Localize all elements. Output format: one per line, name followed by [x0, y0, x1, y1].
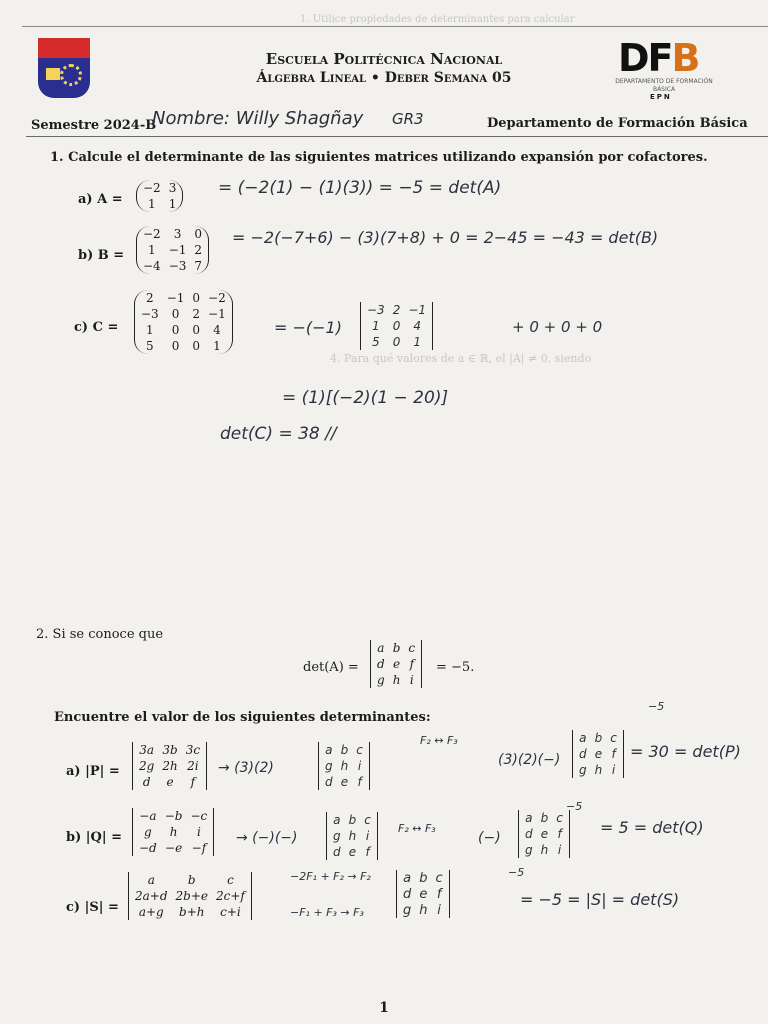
- matrix-row: [399, 902, 447, 918]
- q2c-note: −5: [508, 866, 525, 879]
- q2b-work1: → (−)(−): [236, 830, 298, 846]
- matrix-cell: 2c+f: [216, 889, 245, 903]
- matrix-cell: 2i: [187, 759, 199, 773]
- matrix-cell: 5: [146, 339, 154, 353]
- student-name: Nombre: Willy Shagñay: [152, 108, 364, 129]
- matrix-cell: −c: [190, 809, 208, 823]
- matrix-cell: i: [409, 673, 414, 687]
- matrix-row: [329, 812, 375, 828]
- q2-given-value: = −5.: [436, 660, 475, 675]
- matrix-cell: 3: [168, 181, 177, 195]
- matrix-cell: 0: [192, 291, 201, 305]
- matrix-cell: e: [348, 845, 357, 859]
- matrix-cell: h: [169, 825, 178, 839]
- matrix-cell: b: [340, 743, 349, 757]
- matrix-cell: 4: [213, 323, 221, 337]
- matrix-cell: b: [419, 870, 428, 886]
- matrix-row: [139, 226, 206, 242]
- matrix-cell: 2: [146, 291, 154, 305]
- matrix-cell: b: [540, 811, 549, 825]
- matrix-cell: −1: [408, 303, 427, 317]
- matrix-row: [575, 730, 621, 746]
- matrix-cell: 2: [392, 303, 401, 317]
- matrix-row: [137, 322, 230, 338]
- matrix-row: [321, 742, 367, 758]
- q1c-matrix: [134, 290, 233, 354]
- matrix-cell: f: [357, 775, 362, 789]
- matrix-cell: 2g: [139, 759, 155, 773]
- q2a-minor1: [318, 742, 370, 790]
- matrix-row: [139, 196, 180, 212]
- matrix-cell: −2: [208, 291, 226, 305]
- matrix-cell: c: [610, 731, 617, 745]
- matrix-cell: i: [557, 843, 562, 857]
- matrix-cell: f: [409, 657, 415, 671]
- q1c-work1: = −(−1): [274, 318, 342, 337]
- matrix-row: [363, 334, 430, 350]
- matrix-cell: −4: [143, 259, 161, 273]
- matrix-cell: c: [356, 743, 363, 757]
- matrix-cell: −3: [141, 307, 159, 321]
- q1b-work: = −2(−7+6) − (3)(7+8) + 0 = 2−45 = −43 = det(B): [232, 228, 659, 247]
- matrix-cell: −a: [139, 809, 157, 823]
- matrix-cell: 2: [192, 307, 201, 321]
- matrix-cell: c: [556, 811, 563, 825]
- matrix-cell: −2: [143, 181, 161, 195]
- matrix-row: [521, 842, 567, 858]
- q1b-matrix: [136, 226, 209, 274]
- matrix-cell: −d: [139, 841, 157, 855]
- matrix-cell: 3c: [185, 743, 201, 757]
- matrix-cell: −1: [166, 291, 185, 305]
- q2a-note: −5: [648, 700, 665, 713]
- matrix-cell: c: [408, 641, 416, 655]
- q2b-result: = 5 = det(Q): [600, 818, 704, 837]
- bleed-through-text: 1. Utilice propiedades de determinantes para calcular: [300, 14, 575, 25]
- matrix-cell: 3b: [162, 743, 178, 757]
- matrix-row: [575, 762, 621, 778]
- matrix-cell: 5: [372, 335, 380, 349]
- matrix-cell: h: [340, 759, 349, 773]
- matrix-row: [137, 338, 230, 354]
- q2b-op: F₂ ↔ F₃: [398, 822, 436, 835]
- epn-label: EPN: [650, 93, 672, 101]
- matrix-cell: d: [333, 845, 341, 859]
- matrix-cell: f: [436, 886, 442, 902]
- q1c-label: c) C =: [74, 320, 119, 335]
- matrix-row: [363, 318, 430, 334]
- dfb-logo: DFB: [618, 36, 699, 80]
- matrix-cell: 7: [194, 259, 203, 273]
- matrix-cell: 2h: [162, 759, 178, 773]
- matrix-cell: 2: [194, 243, 203, 257]
- matrix-cell: e: [540, 827, 549, 841]
- dfb-logo-subtitle: DEPARTAMENTO DE FORMACIÓN BÁSICA: [615, 78, 713, 93]
- matrix-cell: g: [325, 759, 333, 773]
- matrix-cell: 2a+d: [135, 889, 168, 903]
- q2c-label: c) |S| =: [66, 900, 119, 915]
- matrix-cell: a: [579, 731, 587, 745]
- matrix-cell: b: [348, 813, 357, 827]
- matrix-cell: 0: [192, 339, 201, 353]
- matrix-cell: f: [190, 775, 196, 789]
- matrix-cell: e: [594, 747, 603, 761]
- matrix-row: [139, 180, 180, 196]
- matrix-cell: −b: [164, 809, 183, 823]
- q1c-work1b: + 0 + 0 + 0: [512, 318, 603, 336]
- matrix-row: [329, 828, 375, 844]
- q2a-op: F₂ ↔ F₃: [420, 734, 458, 747]
- matrix-cell: 0: [392, 335, 401, 349]
- matrix-cell: c: [364, 813, 371, 827]
- matrix-cell: f: [365, 845, 370, 859]
- matrix-cell: d: [403, 886, 412, 902]
- matrix-cell: c: [435, 870, 443, 886]
- matrix-cell: a: [325, 743, 333, 757]
- q1c-minor: [360, 302, 433, 350]
- semester: Semestre 2024-B: [31, 118, 157, 133]
- matrix-row: [139, 242, 206, 258]
- q2b-minor2: [518, 810, 570, 858]
- q2-subprompt: Encuentre el valor de los siguientes determinantes:: [54, 710, 431, 725]
- matrix-cell: g: [333, 829, 341, 843]
- matrix-cell: e: [393, 657, 401, 671]
- matrix-cell: i: [365, 829, 370, 843]
- matrix-cell: b: [594, 731, 603, 745]
- matrix-row: [135, 824, 211, 840]
- matrix-cell: 1: [168, 197, 177, 211]
- matrix-row: [131, 888, 249, 904]
- matrix-row: [521, 826, 567, 842]
- matrix-cell: a: [403, 870, 412, 886]
- matrix-cell: 3: [173, 227, 182, 241]
- matrix-row: [373, 672, 419, 688]
- q1b-label: b) B =: [78, 248, 125, 263]
- matrix-cell: d: [377, 657, 385, 671]
- matrix-row: [321, 774, 367, 790]
- q2c-matrix: [128, 872, 252, 920]
- matrix-row: [137, 290, 230, 306]
- q2b-note: −5: [566, 800, 583, 813]
- matrix-row: [139, 258, 206, 274]
- q2a-label: a) |P| =: [66, 764, 120, 779]
- matrix-cell: f: [557, 827, 562, 841]
- matrix-cell: d: [142, 775, 151, 789]
- matrix-row: [373, 640, 419, 656]
- q2b-label: b) |Q| =: [66, 830, 122, 845]
- matrix-cell: 1: [213, 339, 221, 353]
- matrix-cell: d: [525, 827, 533, 841]
- matrix-cell: 1: [146, 323, 154, 337]
- header-rule: [26, 136, 768, 137]
- course-title: Álgebra Lineal • Deber Semana 05: [256, 70, 512, 86]
- matrix-cell: h: [419, 902, 428, 918]
- school-name: Escuela Politécnica Nacional: [265, 50, 503, 68]
- matrix-cell: 3a: [139, 743, 155, 757]
- q1a-matrix: [136, 180, 183, 212]
- matrix-cell: 0: [171, 307, 180, 321]
- matrix-cell: h: [594, 763, 603, 777]
- matrix-cell: e: [419, 886, 428, 902]
- matrix-cell: −e: [165, 841, 183, 855]
- q2a-result: = 30 = det(P): [630, 742, 741, 761]
- matrix-cell: c+i: [220, 905, 241, 919]
- matrix-cell: g: [144, 825, 152, 839]
- q2c-minor1: [396, 870, 450, 918]
- matrix-row: [575, 746, 621, 762]
- matrix-cell: d: [579, 747, 587, 761]
- matrix-cell: d: [325, 775, 333, 789]
- q2a-work2: (3)(2)(−): [498, 752, 561, 768]
- matrix-cell: −2: [143, 227, 161, 241]
- q1c-work3: det(C) = 38 //: [220, 424, 337, 444]
- matrix-cell: g: [377, 673, 385, 687]
- matrix-cell: 0: [171, 339, 180, 353]
- matrix-cell: g: [579, 763, 587, 777]
- matrix-cell: −f: [191, 841, 207, 855]
- q2b-minor1: [326, 812, 378, 860]
- matrix-cell: g: [525, 843, 533, 857]
- q1c-work2: = (1)[(−2)(1 − 20)]: [282, 388, 449, 408]
- matrix-cell: e: [340, 775, 349, 789]
- matrix-cell: b: [392, 641, 401, 655]
- matrix-row: [135, 840, 211, 856]
- q2-given-matrix: [370, 640, 422, 688]
- matrix-cell: 2b+e: [175, 889, 209, 903]
- q2c-result: = −5 = |S| = det(S): [520, 890, 680, 909]
- matrix-cell: b: [187, 873, 196, 887]
- matrix-row: [329, 844, 375, 860]
- matrix-cell: g: [403, 902, 412, 918]
- q1-prompt: 1. Calcule el determinante de las siguientes matrices utilizando expansión por cofactores.: [50, 150, 708, 165]
- q2a-work1: → (3)(2): [218, 760, 274, 776]
- matrix-cell: 0: [194, 227, 203, 241]
- matrix-cell: b+h: [179, 905, 205, 919]
- matrix-row: [521, 810, 567, 826]
- matrix-cell: 1: [413, 335, 422, 349]
- matrix-cell: i: [196, 825, 201, 839]
- matrix-cell: a: [525, 811, 533, 825]
- matrix-row: [131, 872, 249, 888]
- matrix-cell: e: [166, 775, 174, 789]
- matrix-cell: −1: [208, 307, 226, 321]
- q2b-work2: (−): [478, 830, 501, 846]
- matrix-row: [373, 656, 419, 672]
- matrix-cell: 4: [413, 319, 422, 333]
- matrix-cell: a+g: [138, 905, 164, 919]
- matrix-cell: 0: [392, 319, 401, 333]
- q2c-op1: −2F₁ + F₂ → F₂: [290, 870, 371, 883]
- matrix-row: [363, 302, 430, 318]
- matrix-cell: i: [611, 763, 616, 777]
- matrix-cell: c: [227, 873, 234, 887]
- q2-given-label: det(A) =: [303, 660, 359, 675]
- matrix-cell: −1: [168, 243, 187, 257]
- matrix-row: [399, 886, 447, 902]
- q1a-work: = (−2(1) − (1)(3)) = −5 = det(A): [218, 178, 502, 198]
- matrix-cell: 0: [192, 323, 201, 337]
- matrix-cell: a: [147, 873, 155, 887]
- page-number: 1: [379, 1000, 389, 1016]
- matrix-row: [135, 742, 204, 758]
- matrix-row: [135, 758, 204, 774]
- matrix-row: [321, 758, 367, 774]
- q1a-label: a) A =: [78, 192, 123, 207]
- matrix-cell: i: [357, 759, 362, 773]
- matrix-cell: h: [392, 673, 401, 687]
- matrix-row: [135, 774, 204, 790]
- matrix-cell: 1: [148, 243, 156, 257]
- matrix-cell: 0: [171, 323, 180, 337]
- matrix-cell: i: [437, 902, 441, 918]
- matrix-cell: a: [333, 813, 341, 827]
- q2c-op2: −F₁ + F₃ → F₃: [290, 906, 364, 919]
- group: GR3: [392, 110, 424, 128]
- q2-prompt: 2. Si se conoce que: [36, 627, 164, 642]
- matrix-row: [131, 904, 249, 920]
- matrix-row: [399, 870, 447, 886]
- matrix-row: [137, 306, 230, 322]
- matrix-cell: a: [377, 641, 385, 655]
- matrix-cell: 1: [148, 197, 156, 211]
- q2b-matrix: [132, 808, 214, 856]
- bleed-through-text-2: 4. Para qué valores de a ∈ ℝ, el |A| ≠ 0, siendo: [330, 352, 592, 365]
- epn-crest-logo: [38, 38, 90, 100]
- top-rule: [22, 26, 768, 27]
- q2a-minor2: [572, 730, 624, 778]
- matrix-cell: −3: [367, 303, 385, 317]
- matrix-cell: 1: [372, 319, 380, 333]
- q2a-matrix: [132, 742, 207, 790]
- matrix-cell: h: [540, 843, 549, 857]
- matrix-cell: −3: [168, 259, 187, 273]
- matrix-cell: h: [348, 829, 357, 843]
- department: Departamento de Formación Básica: [487, 116, 748, 131]
- matrix-cell: f: [611, 747, 616, 761]
- matrix-row: [135, 808, 211, 824]
